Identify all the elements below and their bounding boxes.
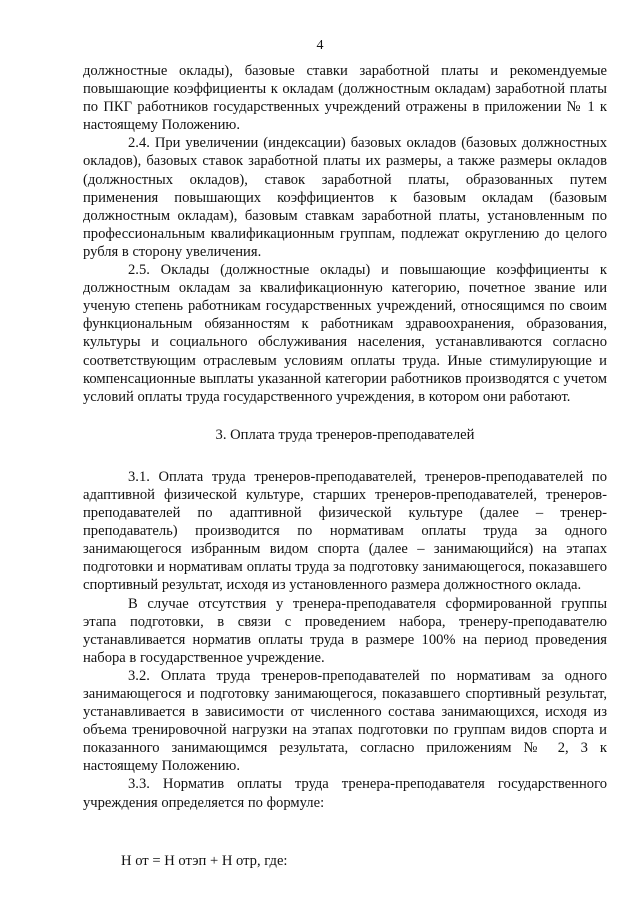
paragraph-3-2: 3.2. Оплата труда тренеров-преподавателей по нормативам за одного занимающегося и подготовку занимающегося, показавшего спортивный результат, устанавливается в зависимости от численного состава занимающихся, исходя из объема тренировочной нагрузки на этапах подготовки по группам видов спорта и показанного занимающимся результата, согласно приложениям № 2, 3 к настоящему Положению. [83,667,607,775]
formula: Н от = Н отэп + Н отр, где: [121,852,288,869]
paragraph-2-5: 2.5. Оклады (должностные оклады) и повышающие коэффициенты к должностным окладам за квалификационную категорию, почетное звание или ученую степень работникам государственных учреждений, относящимся по своим функциональным обязанностям к работникам здравоохранения, образования, культуры и социального обслуживания населения, устанавливаются согласно соответствующим отраслевым условиям оплаты труда. Иные стимулирующие и компенсационные выплаты указанной категории работников производятся с учетом условий оплаты труда государственного учреждения, в котором они работают. [83,262,607,405]
paragraph-3-3: 3.3. Норматив оплаты труда тренера-преподавателя государственного учреждения определяется по формуле: [83,776,607,811]
paragraph-3-1-vacancy: В случае отсутствия у тренера-преподавателя сформированной группы этапа подготовки, в связи с проведением набора, тренеру-преподавателю устанавливается норматив оплаты труда в размере 100% на период проведения набора в государственное учреждение. [83,595,607,666]
paragraph-2-4: 2.4. При увеличении (индексации) базовых окладов (базовых должностных окладов), базовых ставок заработной платы их размеры, а также размеры окладов (должностных окладов), ставок заработной платы, образованных путем применения повышающих коэффициентов к базовым окладам (базовым должностным окладам), базовым ставкам заработной платы, установленным по профессиональным квалификационным группам, подлежат округлению до целого рубля в сторону увеличения. [83,135,607,260]
paragraph-3-1: 3.1. Оплата труда тренеров-преподавателей, тренеров-преподавателей по адаптивной физической культуре, старших тренеров-преподавателей, тренеров-преподавателей по адаптивной физической культуре (далее – тренер-преподаватель) производится по нормативам оплаты труда за одного занимающегося избранным видом спорта (далее – занимающийся) на этапах подготовки и нормативам оплаты труда за подготовку занимающегося, показавшего спортивный результат, исходя из установленного размера должностного оклада. [83,468,607,594]
section-heading: 3. Оплата труда тренеров-преподавателей [215,426,475,443]
paragraph-continuation: должностные оклады), базовые ставки заработной платы и рекомендуемые повышающие коэффициенты к окладам (должностным окладам) заработной платы по ПКГ работников государственных учреждений отражены в приложении № 1 к настоящему Положению. [83,63,607,134]
page-number: 4 [316,38,324,53]
document-body [83,62,607,870]
